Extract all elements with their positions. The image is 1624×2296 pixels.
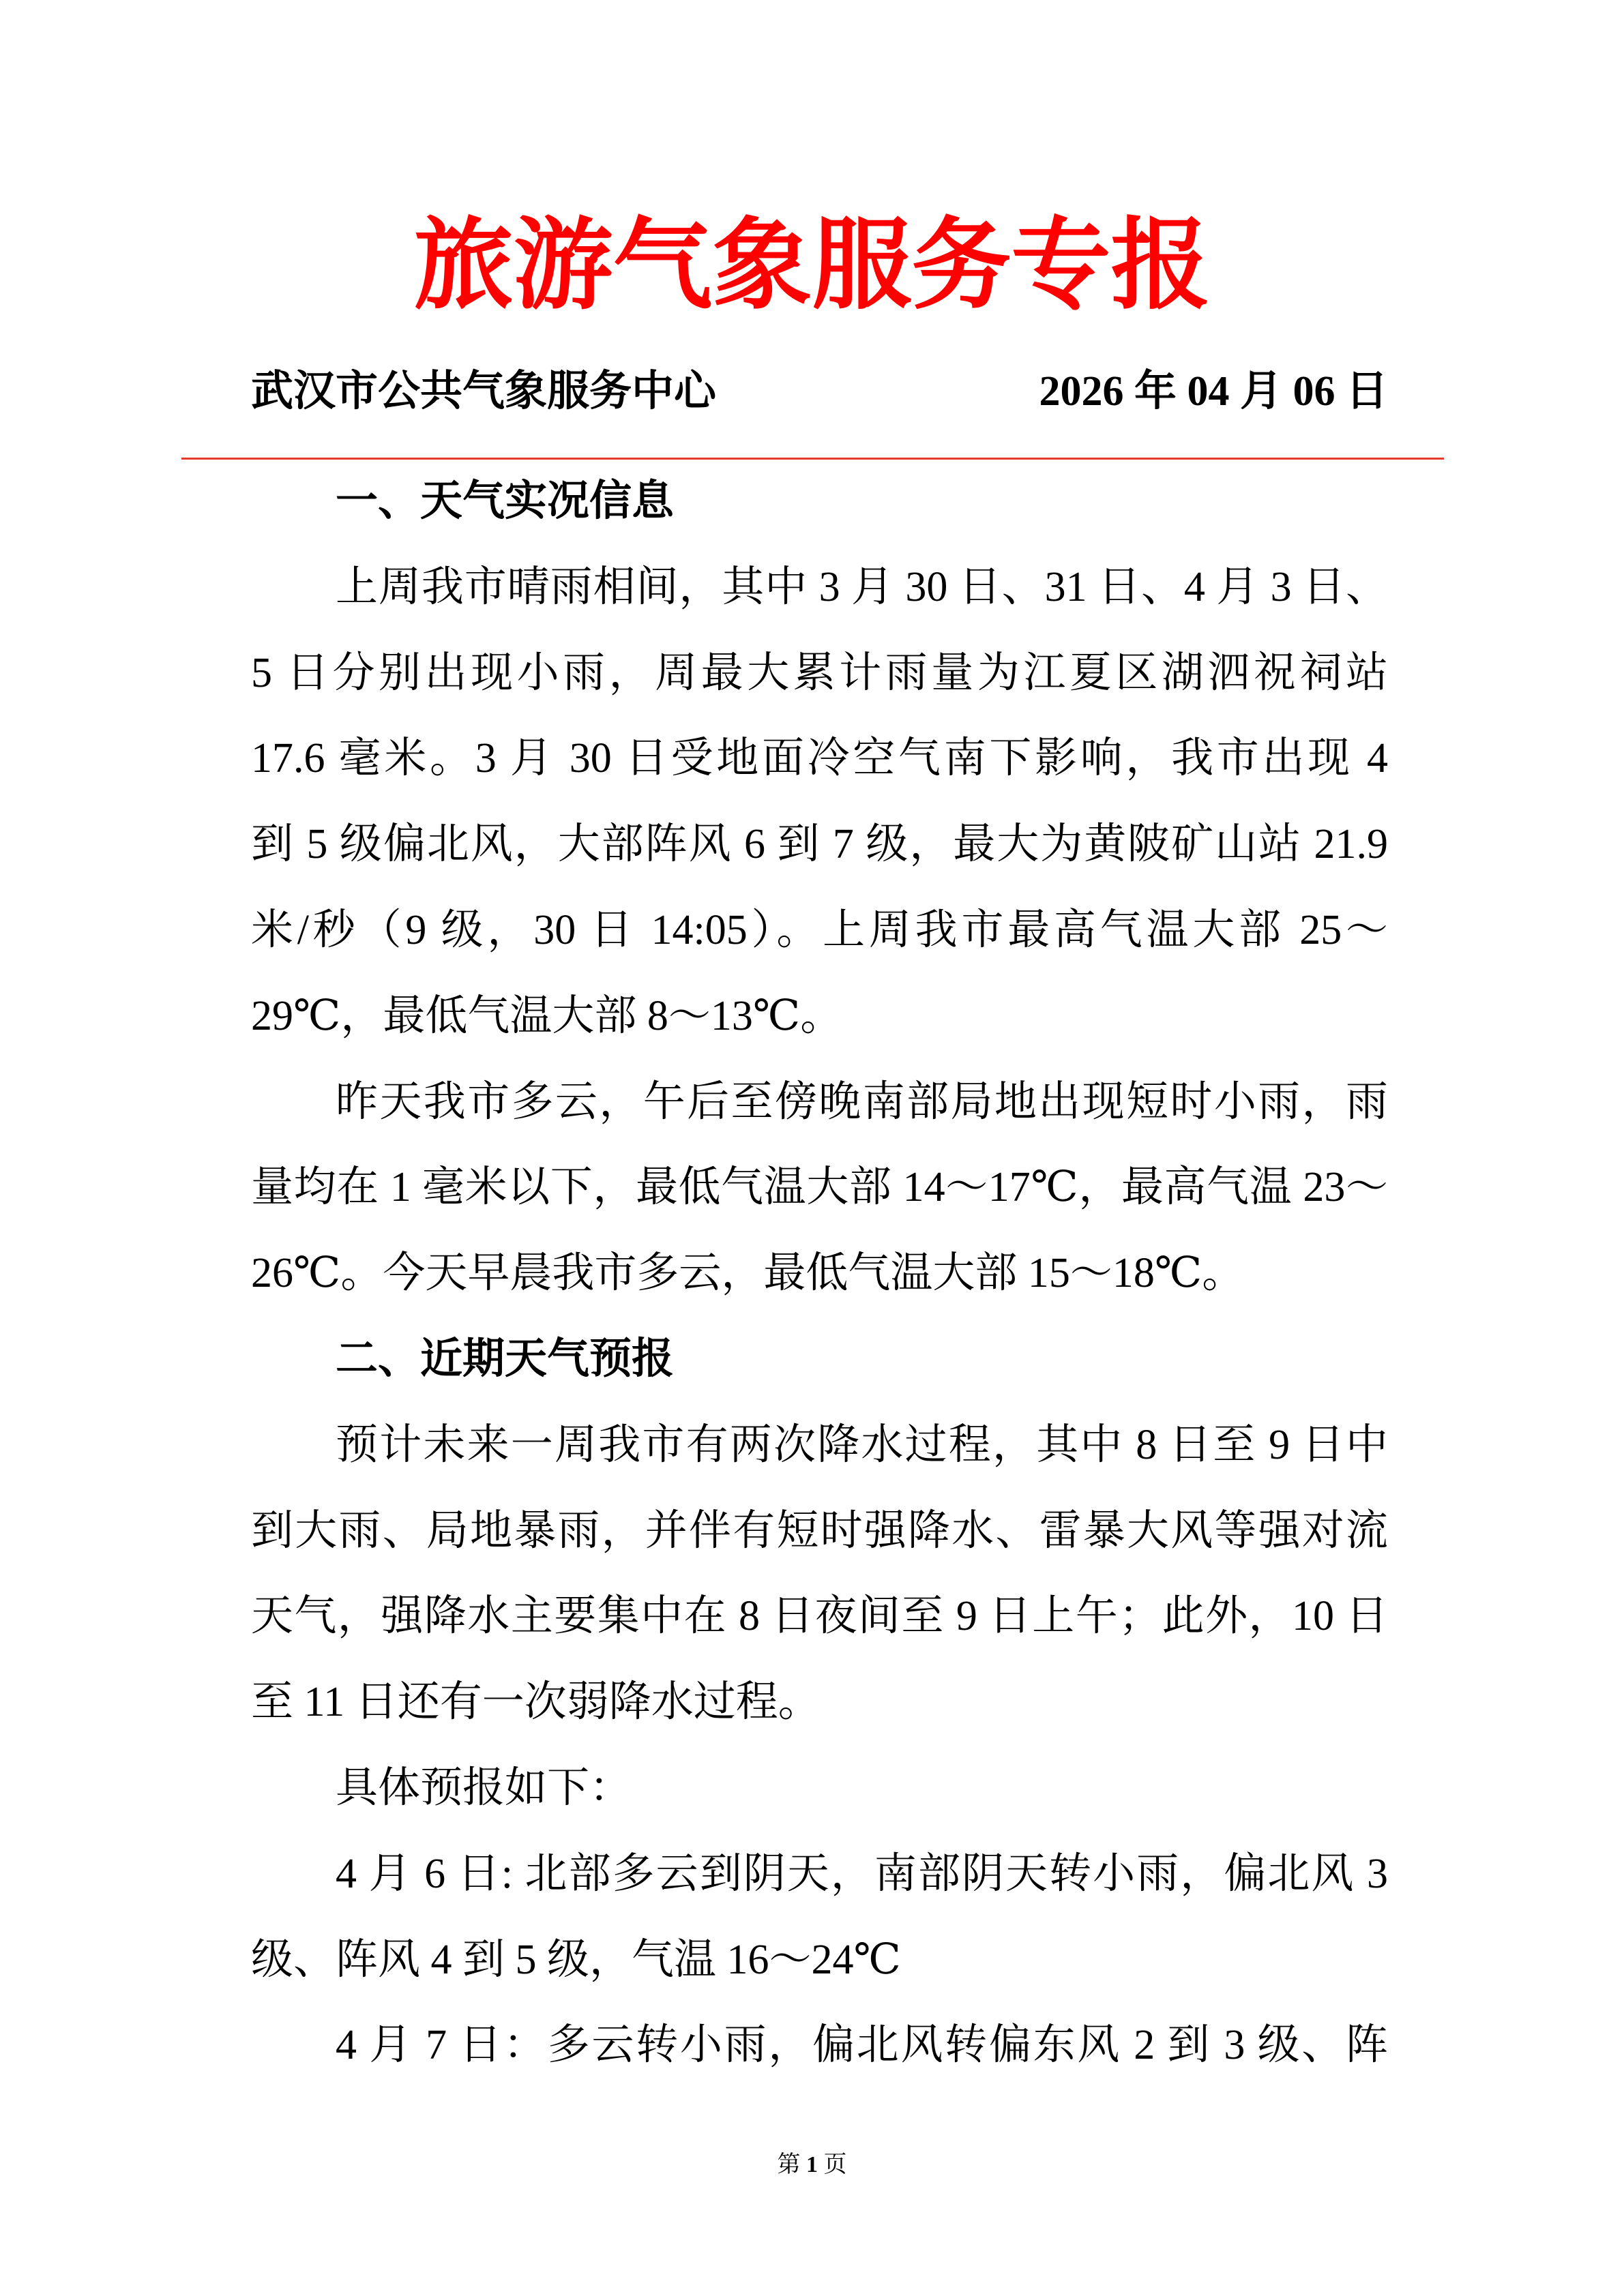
paragraph-line: 到 5 级偏北风，大部阵风 6 到 7 级，最大为黄陂矿山站 21.9 [251, 821, 1388, 868]
section-heading: 二、近期天气预报 [336, 1335, 675, 1382]
paragraph-line: 米/秒（9 级，30 日 14:05）。上周我市最高气温大部 25～ [251, 906, 1388, 953]
paragraph-line: 17.6 毫米。3 月 30 日受地面冷空气南下影响，我市出现 4 [251, 735, 1388, 782]
section-heading: 一、天气实况信息 [336, 478, 675, 524]
section-observations [251, 459, 1388, 1317]
paragraph-line: 预计未来一周我市有两次降水过程，其中 8 日至 9 日中 [336, 1421, 1388, 1468]
forecast-day [251, 2003, 1388, 2089]
paragraph-line: 26℃。今天早晨我市多云，最低气温大部 15～18℃。 [251, 1250, 1245, 1297]
paragraph [251, 545, 1388, 1060]
issue-date: 2026 年 04 月 06 日 [1039, 368, 1388, 415]
page-label-suffix: 页 [823, 2152, 847, 2177]
paragraph-line: 4 月 6 日: 北部多云到阴天，南部阴天转小雨，偏北风 3 [336, 1850, 1388, 1897]
paragraph-line: 29℃，最低气温大部 8～13℃。 [251, 992, 843, 1039]
paragraph-line: 天气，强降水主要集中在 8 日夜间至 9 日上午；此外，10 日 [251, 1593, 1388, 1640]
paragraph-line: 昨天我市多云，午后至傍晚南部局地出现短时小雨，雨 [336, 1078, 1388, 1125]
page-footer [0, 2148, 1624, 2182]
paragraph-line: 5 日分别出现小雨，周最大累计雨量为江夏区湖泗祝祠站 [251, 649, 1388, 696]
paragraph [251, 1403, 1388, 1746]
issuer-name: 武汉市公共气象服务中心 [251, 368, 717, 415]
document-title: 旅游气象服务专报 [413, 211, 1211, 321]
page-number: 1 [806, 2152, 818, 2177]
paragraph-line: 具体预报如下： [336, 1764, 632, 1811]
paragraph [251, 1746, 1388, 1832]
page-label-prefix: 第 [777, 2152, 801, 2177]
paragraph-line: 级、阵风 4 到 5 级，气温 16～24℃ [251, 1936, 901, 1983]
paragraph-line: 到大雨、局地暴雨，并伴有短时强降水、雷暴大风等强对流 [251, 1507, 1388, 1554]
section-forecast [251, 1317, 1388, 2089]
forecast-day [251, 1832, 1388, 2003]
paragraph-line: 量均在 1 毫米以下，最低气温大部 14～17℃，最高气温 23～ [251, 1164, 1388, 1211]
bulletin-body [251, 459, 1388, 2089]
paragraph-line: 上周我市晴雨相间，其中 3 月 30 日、31 日、4 月 3 日、 [336, 563, 1388, 610]
paragraph-line: 4 月 7 日：多云转小雨，偏北风转偏东风 2 到 3 级、阵 [336, 2022, 1388, 2069]
paragraph-line: 至 11 日还有一次弱降水过程。 [251, 1679, 821, 1726]
paragraph [251, 1060, 1388, 1317]
issuer-date-row [251, 364, 1388, 419]
